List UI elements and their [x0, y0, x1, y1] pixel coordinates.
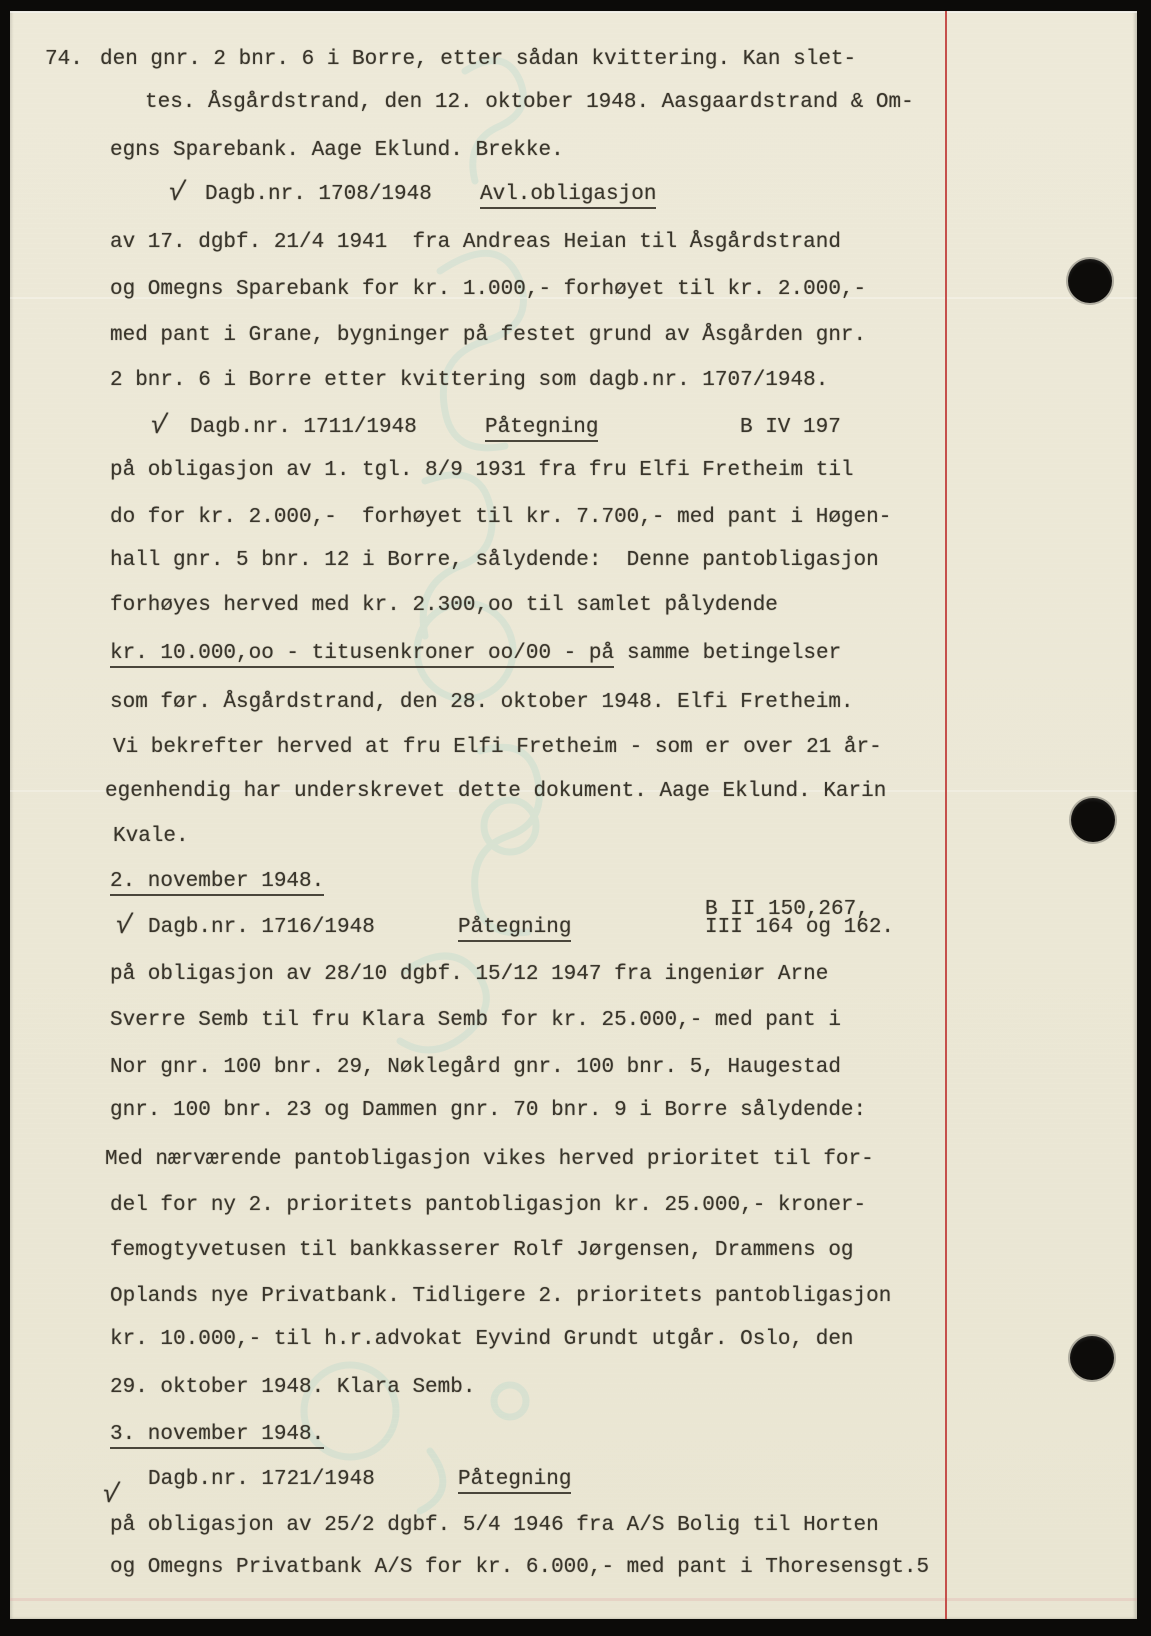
- text-segment: kr. 10.000,- til h.r.advokat Eyvind Grundt utgår. Oslo, den: [110, 1328, 854, 1351]
- text-line: [10, 911, 1137, 943]
- cross-reference: III 164 og 162.: [705, 916, 895, 939]
- text-line: [10, 1377, 1137, 1403]
- text-line: [10, 1240, 1137, 1266]
- text-line: [10, 325, 1137, 351]
- typewritten-text: [10, 11, 1137, 1619]
- text-segment: Vi bekrefter herved at fru Elfi Fretheim - som er over 21 år-: [113, 736, 882, 759]
- text-segment: del for ny 2. prioritets pantobligasjon kr. 25.000,- kroner-: [110, 1194, 867, 1217]
- text-segment: samme betingelser: [627, 642, 842, 665]
- text-segment: tes. Åsgårdstrand, den 12. oktober 1948. Aasgaardstrand & Om-: [145, 91, 914, 114]
- text-line: [10, 1195, 1137, 1221]
- text-line: [10, 1010, 1137, 1036]
- journal-number: Dagb.nr. 1721/1948: [148, 1468, 375, 1491]
- text-line: [10, 460, 1137, 486]
- text-segment: Oplands nye Privatbank. Tidligere 2. prioritets pantobligasjon: [110, 1285, 892, 1308]
- checkmark-icon: √: [99, 1480, 122, 1512]
- text-line: [10, 1286, 1137, 1312]
- text-line: [10, 737, 1137, 763]
- entry-heading: Påtegning: [458, 917, 571, 942]
- text-line: [10, 692, 1137, 718]
- text-segment: egns Sparebank. Aage Eklund. Brekke.: [110, 139, 564, 162]
- entry-heading: Påtegning: [485, 417, 598, 442]
- text-line: [10, 1057, 1137, 1083]
- text-line: [10, 871, 1137, 897]
- journal-number: Dagb.nr. 1711/1948: [190, 416, 417, 439]
- text-segment: på obligasjon av 1. tgl. 8/9 1931 fra fru Elfi Fretheim til: [110, 459, 854, 482]
- text-segment: Med nærværende pantobligasjon vikes herved prioritet til for-: [105, 1148, 874, 1171]
- text-segment: Nor gnr. 100 bnr. 29, Nøklegård gnr. 100 bnr. 5, Haugestad: [110, 1056, 841, 1079]
- text-segment: femogtyvetusen til bankkasserer Rolf Jørgensen, Drammens og: [110, 1239, 854, 1262]
- text-line: [10, 781, 1137, 807]
- text-line: [10, 507, 1137, 533]
- text-segment: og Omegns Privatbank A/S for kr. 6.000,- med pant i Thoresensgt.5: [110, 1556, 930, 1579]
- text-line: [10, 643, 1137, 669]
- text-line: [10, 964, 1137, 990]
- date-heading: 3. november 1948.: [110, 1424, 324, 1449]
- text-segment: forhøyes herved med kr. 2.300,oo til samlet pålydende: [110, 594, 778, 617]
- text-segment: 2 bnr. 6 i Borre etter kvittering som dagb.nr. 1707/1948.: [110, 369, 829, 392]
- text-segment: den gnr. 2 bnr. 6 i Borre, etter sådan kvittering. Kan slet-: [100, 48, 857, 71]
- text-line: [10, 1468, 1137, 1512]
- text-line: [10, 595, 1137, 621]
- text-line: [10, 49, 1137, 75]
- checkmark-icon: √: [147, 411, 170, 443]
- punch-hole: [1070, 1336, 1114, 1380]
- journal-number: Dagb.nr. 1708/1948: [205, 183, 432, 206]
- punch-hole: [1071, 798, 1115, 842]
- text-segment: og Omegns Sparebank for kr. 1.000,- forhøyet til kr. 2.000,-: [110, 278, 867, 301]
- text-segment: egenhendig har underskrevet dette dokument. Aage Eklund. Karin: [105, 780, 887, 803]
- checkmark-icon: √: [112, 911, 135, 943]
- checkmark-icon: √: [165, 178, 188, 210]
- text-line: [10, 826, 1137, 852]
- paper-sheet: [10, 11, 1137, 1619]
- text-segment: som før. Åsgårdstrand, den 28. oktober 1948. Elfi Fretheim.: [110, 691, 854, 714]
- text-line: [10, 178, 1137, 210]
- punch-hole: [1068, 259, 1112, 303]
- text-line: [10, 1329, 1137, 1355]
- text-segment: Kvale.: [113, 825, 189, 848]
- text-segment: hall gnr. 5 bnr. 12 i Borre, sålydende: Denne pantobligasjon: [110, 549, 879, 572]
- text-segment: kr. 10.000,oo - titusenkroner oo/00 - på: [110, 643, 614, 668]
- text-segment: av 17. dgbf. 21/4 1941 fra Andreas Heian til Åsgårdstrand: [110, 231, 841, 254]
- text-segment: med pant i Grane, bygninger på festet grund av Åsgården gnr.: [110, 324, 867, 347]
- text-line: [10, 550, 1137, 576]
- text-line: [10, 1557, 1137, 1583]
- cross-reference: B IV 197: [740, 416, 841, 439]
- text-line: [10, 1424, 1137, 1450]
- margin-number: 74.: [45, 48, 83, 71]
- text-segment: Sverre Semb til fru Klara Semb for kr. 25.000,- med pant i: [110, 1009, 841, 1032]
- entry-heading: Påtegning: [458, 1469, 571, 1494]
- text-segment: do for kr. 2.000,- forhøyet til kr. 7.700,- med pant i Høgen-: [110, 506, 892, 529]
- text-line: [10, 1100, 1137, 1126]
- text-segment: gnr. 100 bnr. 23 og Dammen gnr. 70 bnr. 9 i Borre sålydende:: [110, 1099, 867, 1122]
- date-heading: 2. november 1948.: [110, 871, 324, 896]
- text-line: [10, 279, 1137, 305]
- text-line: [10, 411, 1137, 443]
- text-line: [10, 370, 1137, 396]
- text-line: [10, 92, 1137, 118]
- text-line: [10, 232, 1137, 258]
- cross-reference: B II 150,267,: [705, 898, 869, 921]
- text-segment: på obligasjon av 25/2 dgbf. 5/4 1946 fra A/S Bolig til Horten: [110, 1514, 879, 1537]
- entry-heading: Avl.obligasjon: [480, 184, 656, 209]
- text-segment: på obligasjon av 28/10 dgbf. 15/12 1947 fra ingeniør Arne: [110, 963, 829, 986]
- text-segment: 29. oktober 1948. Klara Semb.: [110, 1376, 476, 1399]
- journal-number: Dagb.nr. 1716/1948: [148, 916, 375, 939]
- text-line: [10, 1515, 1137, 1541]
- text-line: [10, 140, 1137, 166]
- text-line: [10, 1149, 1137, 1175]
